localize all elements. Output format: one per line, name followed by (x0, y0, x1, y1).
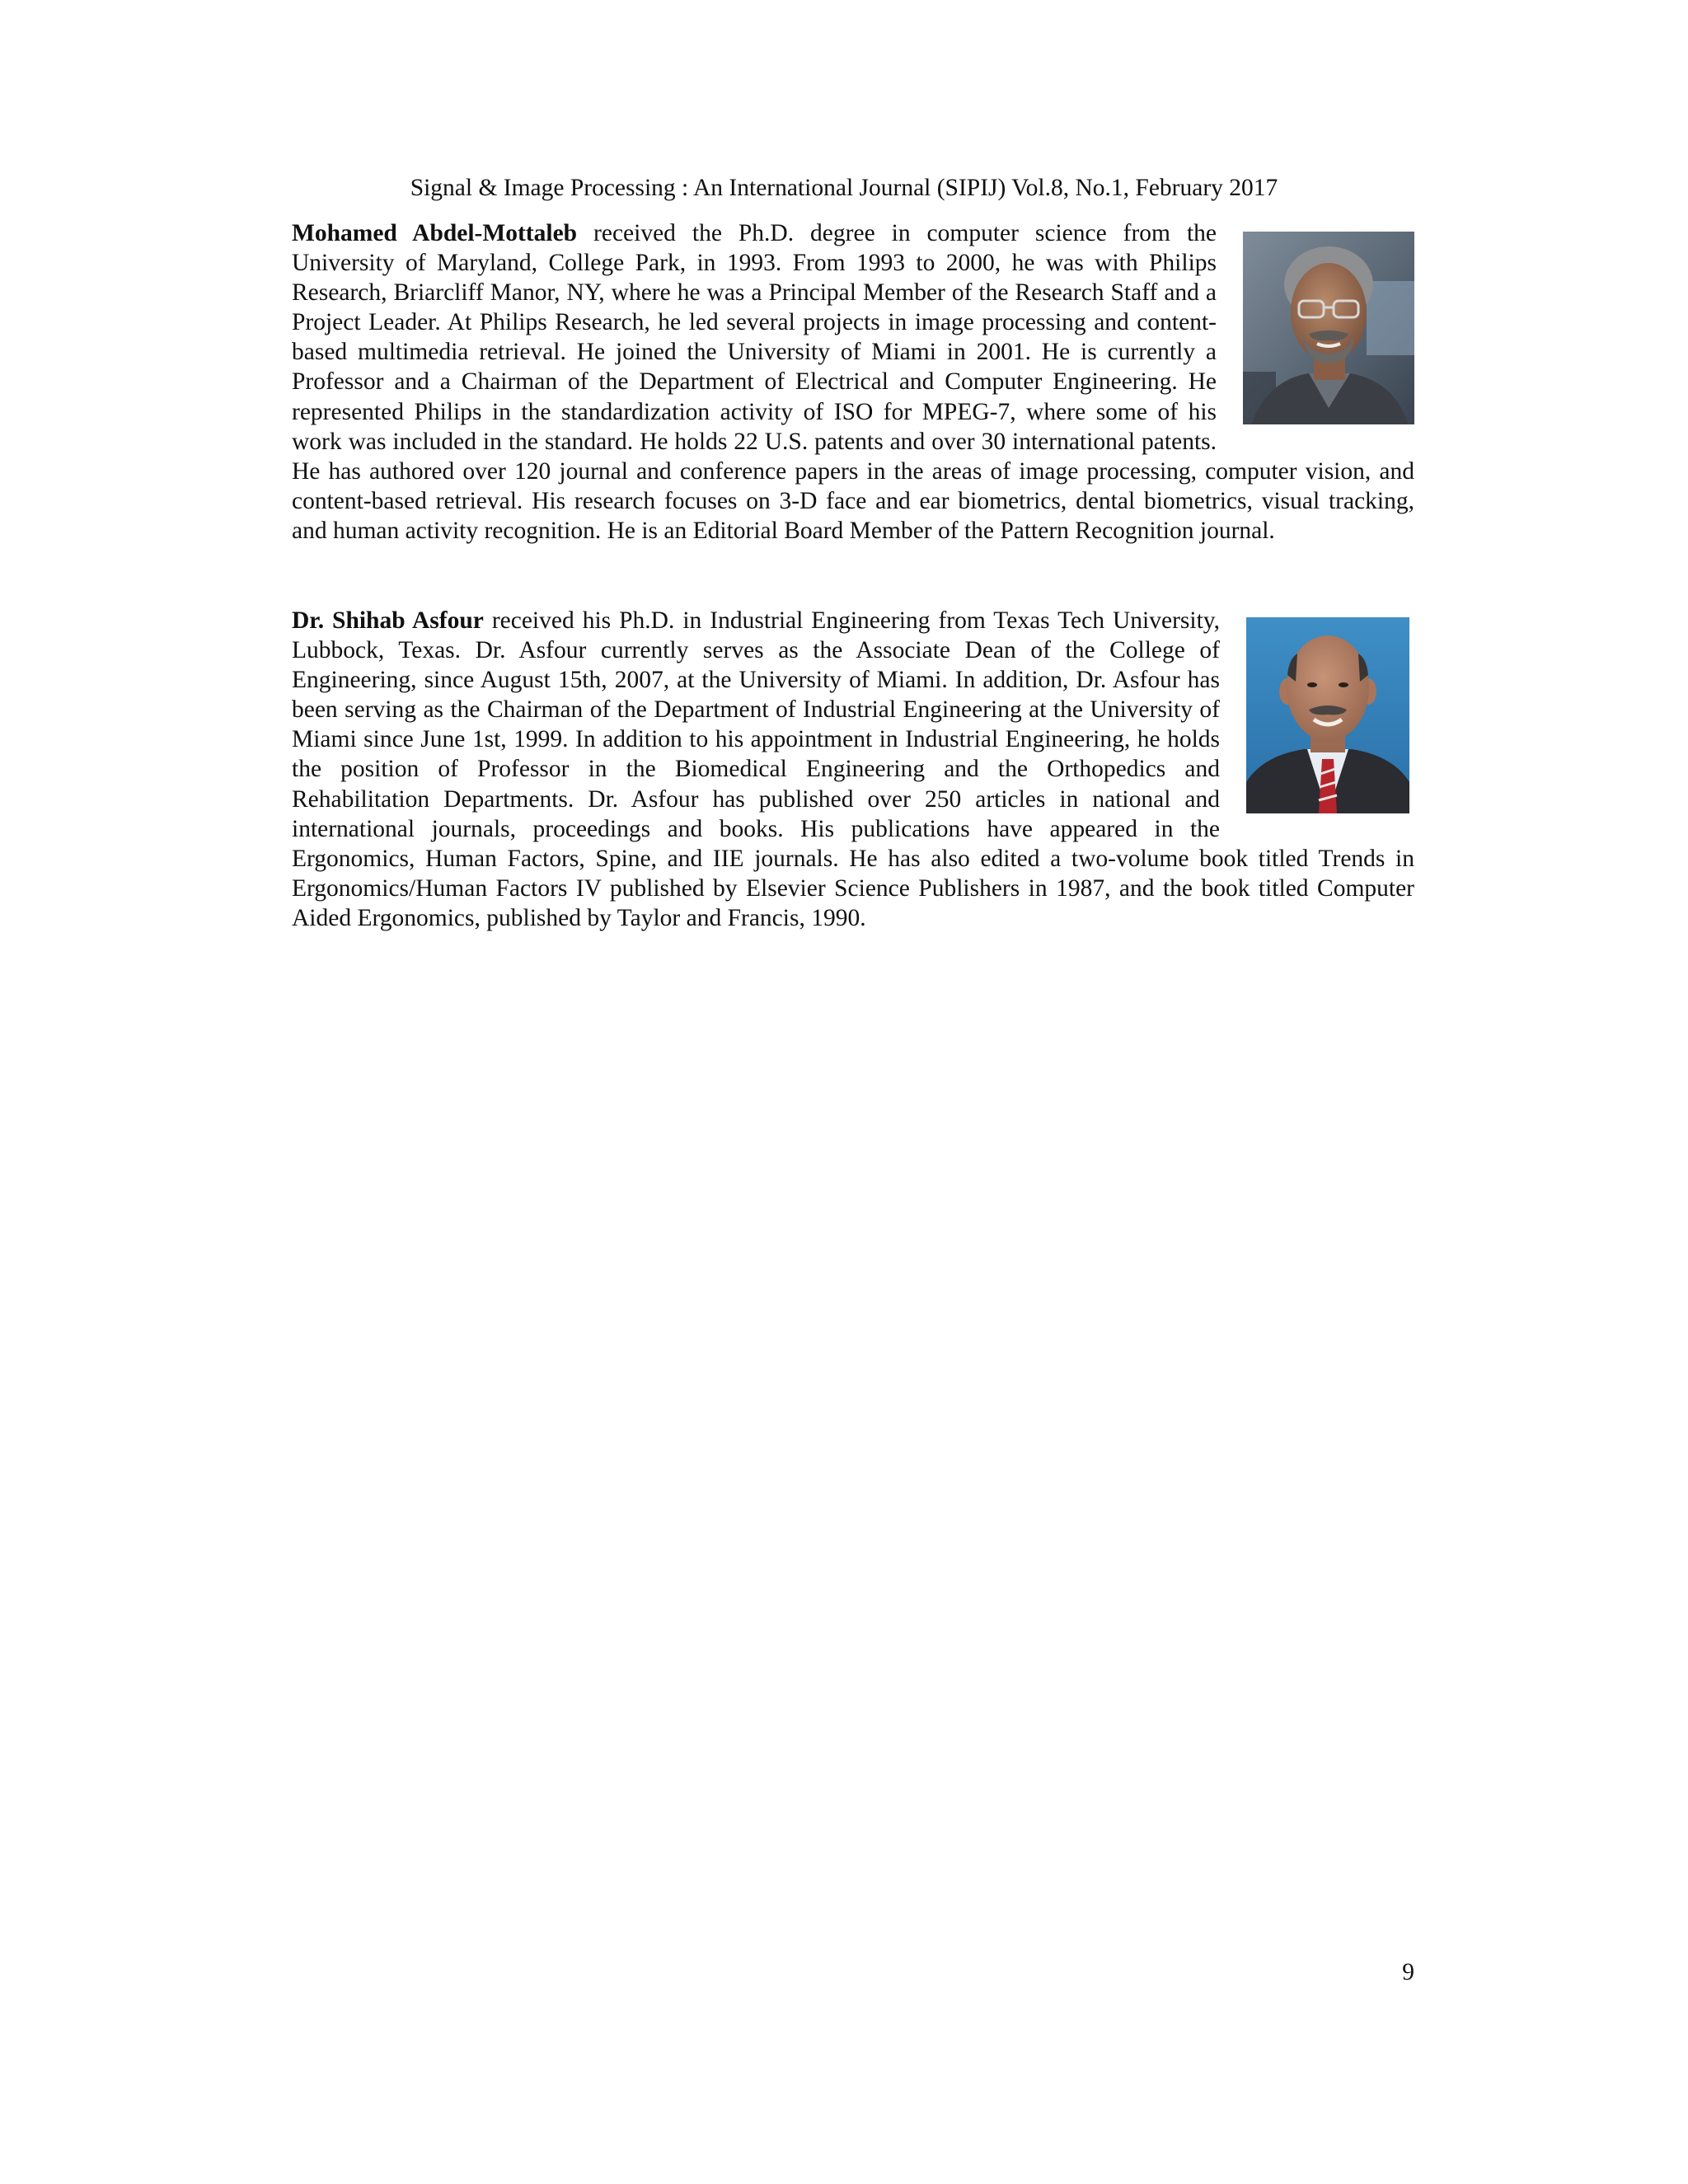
author-name-abdel-mottaleb: Mohamed Abdel-Mottaleb (292, 220, 578, 246)
bio-text-asfour: received his Ph.D. in Industrial Engineering from Texas Tech University, Lubbock, Texas. Dr. Asfour currently serves as the Associate Dean of the College of Engineering, since August 15th, 2007, at the University of Miami. In addition, Dr. Asfour has been serving as the Chairman of the Department of Industrial Engineering at the University of Miami since June 1st, 1999. In addition to his appointment in Industrial Engineering, he holds the position of Professor in the Biomedical Engineering and the Orthopedics and Rehabilitation Departments. Dr. Asfour has published over 250 articles in national and international journals, proceedings and books. His publications have appeared in the Ergonomics, Human Factors, Spine, and IIE journals. He has also edited a two-volume book titled Trends in Ergonomics/Human Factors IV published by Elsevier Science Publishers in 1987, and the book titled Computer Aided Ergonomics, published by Taylor and Francis, 1990. (292, 607, 1414, 931)
author-name-asfour: Dr. Shihab Asfour (292, 607, 484, 634)
page-number: 9 (1402, 1959, 1414, 1985)
author-photo-asfour (1246, 617, 1409, 813)
author-bio-abdel-mottaleb (292, 218, 1414, 546)
author-bio-asfour (292, 606, 1414, 933)
running-header: Signal & Image Processing : An International Journal (SIPIJ) Vol.8, No.1, February 2017 (410, 175, 1278, 201)
author-photo-abdel-mottaleb (1243, 232, 1414, 424)
bio-text-abdel-mottaleb: received the Ph.D. degree in computer science from the University of Maryland, College Park, in 1993. From 1993 to 2000, he was with Philips Research, Briarcliff Manor, NY, where he was a Principal Member of the Research Staff and a Project Leader. At Philips Research, he led several projects in image processing and content-based multimedia retrieval. He joined the University of Miami in 2001. He is currently a Professor and a Chairman of the Department of Electrical and Computer Engineering. He represented Philips in the standardization activity of ISO for MPEG-7, where some of his work was included in the standard. He holds 22 U.S. patents and over 30 international patents. He has authored over 120 journal and conference papers in the areas of image processing, computer vision, and content-based retrieval. His research focuses on 3-D face and ear biometrics, dental biometrics, visual tracking, and human activity recognition. He is an Editorial Board Member of the Pattern Recognition journal. (292, 220, 1414, 544)
